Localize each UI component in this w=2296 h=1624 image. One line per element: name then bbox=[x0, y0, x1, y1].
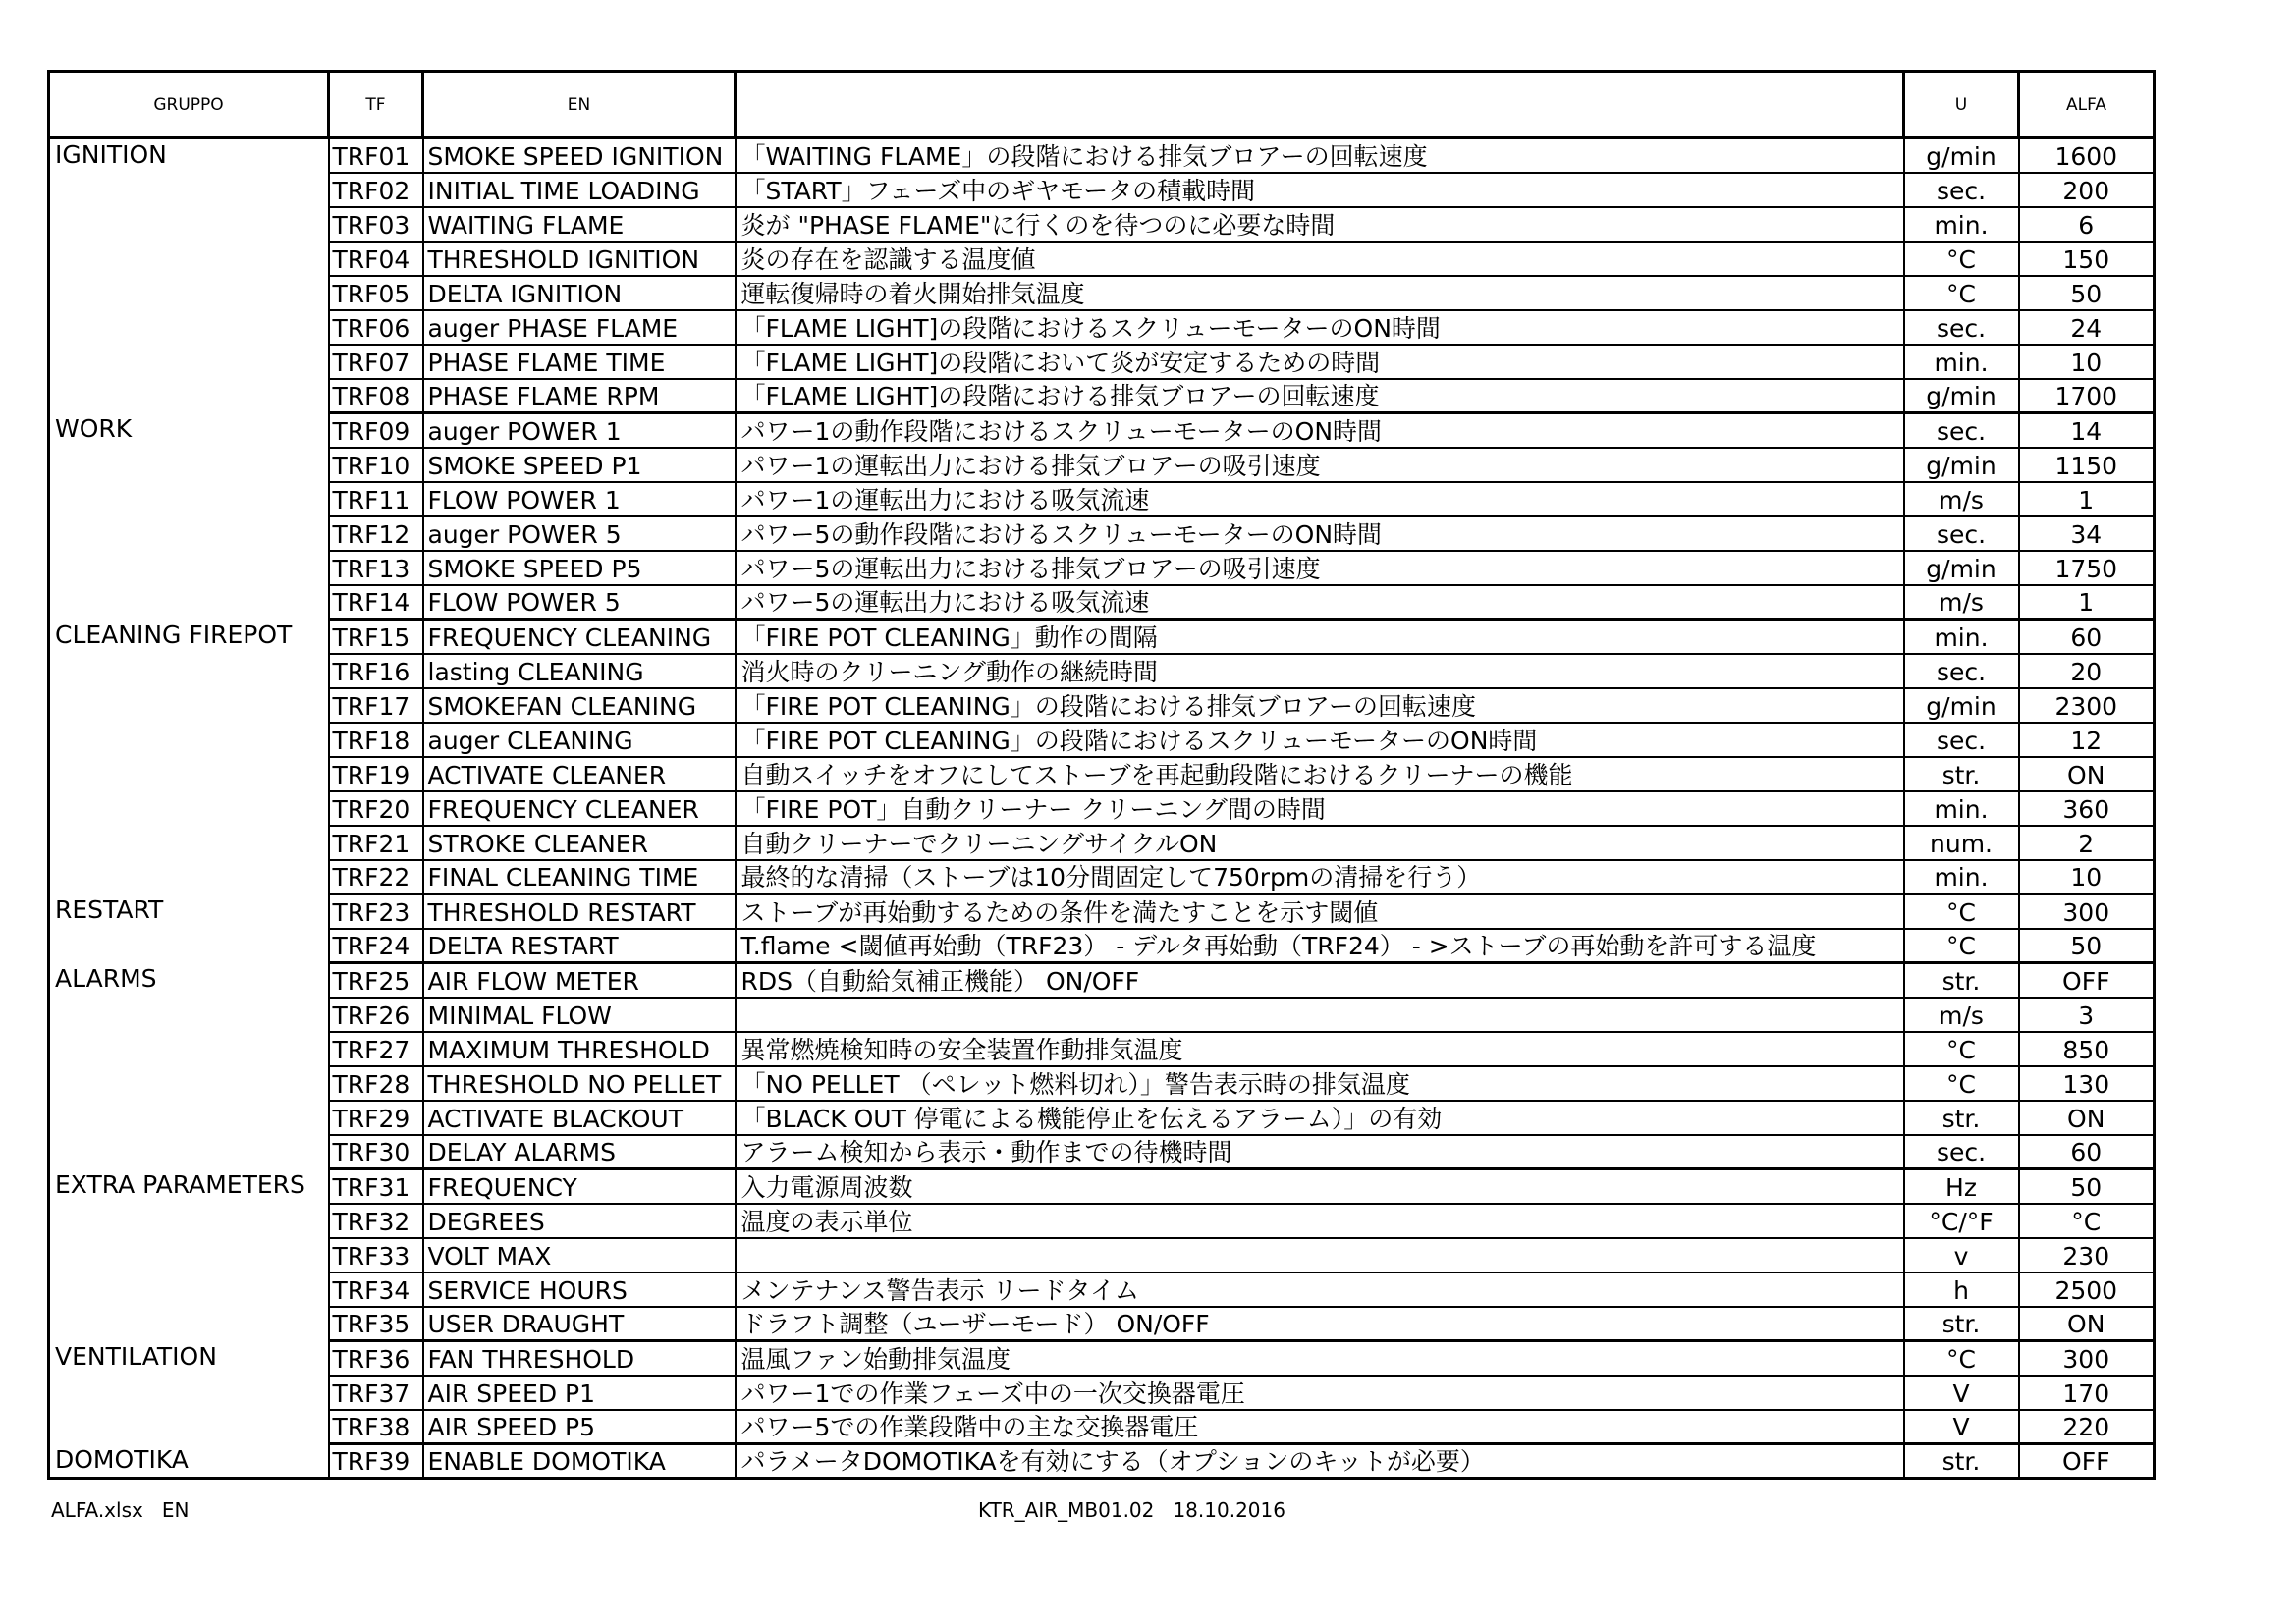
parameter-alfa-value: 1700 bbox=[2019, 379, 2155, 413]
parameter-code: TRF23 bbox=[329, 894, 423, 929]
parameter-table bbox=[47, 70, 2156, 1480]
table-row bbox=[49, 688, 2155, 723]
table-row bbox=[49, 585, 2155, 620]
parameter-code: TRF21 bbox=[329, 826, 423, 860]
table-row bbox=[49, 1272, 2155, 1307]
parameter-alfa-value: 2500 bbox=[2019, 1272, 2155, 1307]
parameter-name-en: FLOW POWER 1 bbox=[423, 482, 736, 516]
table-row bbox=[49, 242, 2155, 276]
table-row bbox=[49, 1135, 2155, 1169]
parameter-code: TRF03 bbox=[329, 207, 423, 242]
parameter-name-en: auger CLEANING bbox=[423, 723, 736, 757]
parameter-name-en: THRESHOLD RESTART bbox=[423, 894, 736, 929]
parameter-alfa-value: ON bbox=[2019, 1101, 2155, 1135]
parameter-alfa-value: 230 bbox=[2019, 1238, 2155, 1272]
parameter-code: TRF29 bbox=[329, 1101, 423, 1135]
table-row bbox=[49, 654, 2155, 688]
parameter-alfa-value: 50 bbox=[2019, 1169, 2155, 1204]
table-row bbox=[49, 1204, 2155, 1238]
parameter-unit: g/min bbox=[1904, 379, 2019, 413]
parameter-alfa-value: 50 bbox=[2019, 276, 2155, 310]
header-row bbox=[49, 72, 2155, 138]
parameter-unit: str. bbox=[1904, 963, 2019, 998]
parameter-code: TRF04 bbox=[329, 242, 423, 276]
parameter-alfa-value: 60 bbox=[2019, 620, 2155, 654]
parameter-code: TRF18 bbox=[329, 723, 423, 757]
parameter-unit: g/min bbox=[1904, 138, 2019, 173]
parameter-code: TRF13 bbox=[329, 551, 423, 585]
parameter-name-en: lasting CLEANING bbox=[423, 654, 736, 688]
parameter-alfa-value: 300 bbox=[2019, 894, 2155, 929]
parameter-unit: sec. bbox=[1904, 413, 2019, 448]
parameter-unit: sec. bbox=[1904, 723, 2019, 757]
group-label: CLEANING FIREPOT bbox=[49, 620, 329, 894]
parameter-name-en: auger POWER 5 bbox=[423, 516, 736, 551]
table-row bbox=[49, 379, 2155, 413]
parameter-alfa-value: 10 bbox=[2019, 345, 2155, 379]
parameter-code: TRF07 bbox=[329, 345, 423, 379]
parameter-alfa-value: 10 bbox=[2019, 860, 2155, 894]
parameter-unit: V bbox=[1904, 1376, 2019, 1410]
parameter-unit: °C bbox=[1904, 276, 2019, 310]
parameter-unit: sec. bbox=[1904, 310, 2019, 345]
parameter-code: TRF15 bbox=[329, 620, 423, 654]
parameter-name-en: THRESHOLD NO PELLET bbox=[423, 1066, 736, 1101]
parameter-name-en: PHASE FLAME TIME bbox=[423, 345, 736, 379]
parameter-unit: g/min bbox=[1904, 551, 2019, 585]
parameter-unit: m/s bbox=[1904, 998, 2019, 1032]
parameter-code: TRF02 bbox=[329, 173, 423, 207]
parameter-name-en: MAXIMUM THRESHOLD bbox=[423, 1032, 736, 1066]
parameter-description: 「FLAME LIGHT]の段階において炎が安定するための時間 bbox=[736, 345, 1904, 379]
parameter-code: TRF26 bbox=[329, 998, 423, 1032]
table-row bbox=[49, 276, 2155, 310]
parameter-name-en: AIR FLOW METER bbox=[423, 963, 736, 998]
parameter-code: TRF31 bbox=[329, 1169, 423, 1204]
parameter-name-en: SMOKEFAN CLEANING bbox=[423, 688, 736, 723]
parameter-description: ストーブが再始動するための条件を満たすことを示す閾値 bbox=[736, 894, 1904, 929]
parameter-name-en: FLOW POWER 5 bbox=[423, 585, 736, 620]
table-row bbox=[49, 1032, 2155, 1066]
group-label: EXTRA PARAMETERS bbox=[49, 1169, 329, 1341]
parameter-description: パワー1の運転出力における吸気流速 bbox=[736, 482, 1904, 516]
table-row bbox=[49, 1410, 2155, 1444]
parameter-name-en: AIR SPEED P1 bbox=[423, 1376, 736, 1410]
parameter-alfa-value: 3 bbox=[2019, 998, 2155, 1032]
parameter-code: TRF16 bbox=[329, 654, 423, 688]
parameter-description: 炎が "PHASE FLAME"に行くのを待つのに必要な時間 bbox=[736, 207, 1904, 242]
parameter-unit: °C bbox=[1904, 894, 2019, 929]
parameter-code: TRF08 bbox=[329, 379, 423, 413]
parameter-description bbox=[736, 1238, 1904, 1272]
parameter-description: パワー1の動作段階におけるスクリューモーターのON時間 bbox=[736, 413, 1904, 448]
table-row bbox=[49, 929, 2155, 963]
parameter-alfa-value: 220 bbox=[2019, 1410, 2155, 1444]
parameter-name-en: FREQUENCY bbox=[423, 1169, 736, 1204]
parameter-description: メンテナンス警告表示 リードタイム bbox=[736, 1272, 1904, 1307]
parameter-name-en: SMOKE SPEED IGNITION bbox=[423, 138, 736, 173]
table-row bbox=[49, 1169, 2155, 1204]
parameter-alfa-value: 1 bbox=[2019, 585, 2155, 620]
parameter-code: TRF22 bbox=[329, 860, 423, 894]
table-row bbox=[49, 310, 2155, 345]
parameter-name-en: SMOKE SPEED P5 bbox=[423, 551, 736, 585]
parameter-alfa-value: 60 bbox=[2019, 1135, 2155, 1169]
table-row bbox=[49, 1444, 2155, 1479]
table-row bbox=[49, 516, 2155, 551]
parameter-description: 「FIRE POT」自動クリーナー クリーニング間の時間 bbox=[736, 791, 1904, 826]
group-label: WORK bbox=[49, 413, 329, 620]
parameter-description: パワー1での作業フェーズ中の一次交換器電圧 bbox=[736, 1376, 1904, 1410]
parameter-description: ドラフト調整（ユーザーモード） ON/OFF bbox=[736, 1307, 1904, 1341]
table-row bbox=[49, 448, 2155, 482]
parameter-unit: sec. bbox=[1904, 516, 2019, 551]
parameter-description: RDS（自動給気補正機能） ON/OFF bbox=[736, 963, 1904, 998]
table-row bbox=[49, 207, 2155, 242]
table-row bbox=[49, 482, 2155, 516]
parameter-unit: °C/°F bbox=[1904, 1204, 2019, 1238]
table-row bbox=[49, 173, 2155, 207]
parameter-description: 「FLAME LIGHT]の段階における排気ブロアーの回転速度 bbox=[736, 379, 1904, 413]
table-row bbox=[49, 1376, 2155, 1410]
table-body bbox=[49, 138, 2155, 1479]
header-unit: U bbox=[1904, 72, 2019, 138]
parameter-code: TRF32 bbox=[329, 1204, 423, 1238]
parameter-name-en: FAN THRESHOLD bbox=[423, 1341, 736, 1376]
table-row bbox=[49, 791, 2155, 826]
table-row bbox=[49, 551, 2155, 585]
parameter-name-en: FINAL CLEANING TIME bbox=[423, 860, 736, 894]
parameter-unit: h bbox=[1904, 1272, 2019, 1307]
parameter-unit: °C bbox=[1904, 1341, 2019, 1376]
header-tf: TF bbox=[329, 72, 423, 138]
parameter-name-en: STROKE CLEANER bbox=[423, 826, 736, 860]
parameter-name-en: DEGREES bbox=[423, 1204, 736, 1238]
table-row bbox=[49, 138, 2155, 173]
parameter-description: 「START」フェーズ中のギヤモータの積載時間 bbox=[736, 173, 1904, 207]
parameter-description: 温度の表示単位 bbox=[736, 1204, 1904, 1238]
parameter-name-en: PHASE FLAME RPM bbox=[423, 379, 736, 413]
parameter-code: TRF25 bbox=[329, 963, 423, 998]
parameter-unit: g/min bbox=[1904, 448, 2019, 482]
parameter-description: 「NO PELLET （ペレット燃料切れ）」警告表示時の排気温度 bbox=[736, 1066, 1904, 1101]
parameter-name-en: INITIAL TIME LOADING bbox=[423, 173, 736, 207]
parameter-unit: sec. bbox=[1904, 654, 2019, 688]
parameter-name-en: FREQUENCY CLEANER bbox=[423, 791, 736, 826]
parameter-alfa-value: 200 bbox=[2019, 173, 2155, 207]
parameter-unit: Hz bbox=[1904, 1169, 2019, 1204]
group-label: IGNITION bbox=[49, 138, 329, 413]
parameter-name-en: DELTA RESTART bbox=[423, 929, 736, 963]
parameter-unit: str. bbox=[1904, 1101, 2019, 1135]
parameter-code: TRF37 bbox=[329, 1376, 423, 1410]
parameter-name-en: SERVICE HOURS bbox=[423, 1272, 736, 1307]
parameter-code: TRF11 bbox=[329, 482, 423, 516]
parameter-alfa-value: ON bbox=[2019, 1307, 2155, 1341]
group-label: VENTILATION bbox=[49, 1341, 329, 1444]
table-row bbox=[49, 413, 2155, 448]
parameter-description: アラーム検知から表示・動作までの待機時間 bbox=[736, 1135, 1904, 1169]
footer-filename: ALFA.xlsx EN bbox=[51, 1498, 190, 1522]
parameter-code: TRF10 bbox=[329, 448, 423, 482]
parameter-code: TRF17 bbox=[329, 688, 423, 723]
parameter-description: 「FIRE POT CLEANING」の段階におけるスクリューモーターのON時間 bbox=[736, 723, 1904, 757]
table-row bbox=[49, 998, 2155, 1032]
parameter-name-en: ACTIVATE BLACKOUT bbox=[423, 1101, 736, 1135]
parameter-name-en: WAITING FLAME bbox=[423, 207, 736, 242]
parameter-alfa-value: OFF bbox=[2019, 963, 2155, 998]
table-row bbox=[49, 1101, 2155, 1135]
parameter-description: T.flame <閾値再始動（TRF23） - デルタ再始動（TRF24） - >ストーブの再始動を許可する温度 bbox=[736, 929, 1904, 963]
parameter-alfa-value: 1150 bbox=[2019, 448, 2155, 482]
table-row bbox=[49, 894, 2155, 929]
parameter-name-en: FREQUENCY CLEANING bbox=[423, 620, 736, 654]
parameter-unit: sec. bbox=[1904, 173, 2019, 207]
parameter-name-en: ACTIVATE CLEANER bbox=[423, 757, 736, 791]
parameter-description: パワー5の運転出力における排気ブロアーの吸引速度 bbox=[736, 551, 1904, 585]
parameter-alfa-value: 1750 bbox=[2019, 551, 2155, 585]
parameter-description: パワー5の動作段階におけるスクリューモーターのON時間 bbox=[736, 516, 1904, 551]
parameter-code: TRF05 bbox=[329, 276, 423, 310]
parameter-unit: min. bbox=[1904, 620, 2019, 654]
parameter-unit: °C bbox=[1904, 242, 2019, 276]
header-description bbox=[736, 72, 1904, 138]
parameter-description: 「BLACK OUT 停電による機能停止を伝えるアラーム）」の有効 bbox=[736, 1101, 1904, 1135]
parameter-unit: g/min bbox=[1904, 688, 2019, 723]
parameter-unit: °C bbox=[1904, 1066, 2019, 1101]
parameter-alfa-value: ON bbox=[2019, 757, 2155, 791]
parameter-unit: str. bbox=[1904, 1307, 2019, 1341]
parameter-unit: str. bbox=[1904, 1444, 2019, 1479]
parameter-description: 炎の存在を認識する温度値 bbox=[736, 242, 1904, 276]
parameter-unit: min. bbox=[1904, 791, 2019, 826]
parameter-unit: v bbox=[1904, 1238, 2019, 1272]
parameter-alfa-value: 850 bbox=[2019, 1032, 2155, 1066]
parameter-code: TRF30 bbox=[329, 1135, 423, 1169]
parameter-alfa-value: 12 bbox=[2019, 723, 2155, 757]
parameter-code: TRF14 bbox=[329, 585, 423, 620]
parameter-alfa-value: 130 bbox=[2019, 1066, 2155, 1101]
parameter-description: パワー5での作業段階中の主な交換器電圧 bbox=[736, 1410, 1904, 1444]
table-row bbox=[49, 757, 2155, 791]
parameter-unit: sec. bbox=[1904, 1135, 2019, 1169]
parameter-code: TRF24 bbox=[329, 929, 423, 963]
parameter-code: TRF34 bbox=[329, 1272, 423, 1307]
parameter-alfa-value: 1 bbox=[2019, 482, 2155, 516]
parameter-description: 「FLAME LIGHT]の段階におけるスクリューモーターのON時間 bbox=[736, 310, 1904, 345]
footer-document-code: KTR_AIR_MB01.02 18.10.2016 bbox=[978, 1498, 1285, 1522]
parameter-description: 自動スイッチをオフにしてストーブを再起動段階におけるクリーナーの機能 bbox=[736, 757, 1904, 791]
parameter-code: TRF36 bbox=[329, 1341, 423, 1376]
parameter-name-en: SMOKE SPEED P1 bbox=[423, 448, 736, 482]
parameter-name-en: THRESHOLD IGNITION bbox=[423, 242, 736, 276]
header-en: EN bbox=[423, 72, 736, 138]
parameter-code: TRF27 bbox=[329, 1032, 423, 1066]
parameter-unit: °C bbox=[1904, 1032, 2019, 1066]
parameter-name-en: ENABLE DOMOTIKA bbox=[423, 1444, 736, 1479]
parameter-alfa-value: 14 bbox=[2019, 413, 2155, 448]
group-label: ALARMS bbox=[49, 963, 329, 1169]
parameter-alfa-value: 1600 bbox=[2019, 138, 2155, 173]
table-row bbox=[49, 860, 2155, 894]
table-row bbox=[49, 1066, 2155, 1101]
parameter-alfa-value: 50 bbox=[2019, 929, 2155, 963]
table-row bbox=[49, 345, 2155, 379]
parameter-alfa-value: 6 bbox=[2019, 207, 2155, 242]
table-row bbox=[49, 723, 2155, 757]
parameter-description: 運転復帰時の着火開始排気温度 bbox=[736, 276, 1904, 310]
header-group: GRUPPO bbox=[49, 72, 329, 138]
parameter-unit: m/s bbox=[1904, 482, 2019, 516]
parameter-alfa-value: 360 bbox=[2019, 791, 2155, 826]
table-row bbox=[49, 963, 2155, 998]
parameter-name-en: auger POWER 1 bbox=[423, 413, 736, 448]
parameter-code: TRF39 bbox=[329, 1444, 423, 1479]
parameter-unit: min. bbox=[1904, 207, 2019, 242]
parameter-name-en: DELTA IGNITION bbox=[423, 276, 736, 310]
parameter-name-en: DELAY ALARMS bbox=[423, 1135, 736, 1169]
table-row bbox=[49, 1341, 2155, 1376]
parameter-code: TRF38 bbox=[329, 1410, 423, 1444]
parameter-alfa-value: 2 bbox=[2019, 826, 2155, 860]
parameter-description: パラメータDOMOTIKAを有効にする（オプションのキットが必要） bbox=[736, 1444, 1904, 1479]
parameter-unit: V bbox=[1904, 1410, 2019, 1444]
parameter-description: 消火時のクリーニング動作の継続時間 bbox=[736, 654, 1904, 688]
parameter-code: TRF09 bbox=[329, 413, 423, 448]
parameter-description: 最終的な清掃（ストーブは10分間固定して750rpmの清掃を行う） bbox=[736, 860, 1904, 894]
parameter-description: 異常燃焼検知時の安全装置作動排気温度 bbox=[736, 1032, 1904, 1066]
parameter-name-en: USER DRAUGHT bbox=[423, 1307, 736, 1341]
header-alfa: ALFA bbox=[2019, 72, 2155, 138]
parameter-unit: str. bbox=[1904, 757, 2019, 791]
parameter-unit: min. bbox=[1904, 860, 2019, 894]
parameter-description: パワー5の運転出力における吸気流速 bbox=[736, 585, 1904, 620]
parameter-description: 入力電源周波数 bbox=[736, 1169, 1904, 1204]
parameter-description: 自動クリーナーでクリーニングサイクルON bbox=[736, 826, 1904, 860]
parameter-code: TRF33 bbox=[329, 1238, 423, 1272]
parameter-name-en: MINIMAL FLOW bbox=[423, 998, 736, 1032]
parameter-alfa-value: 2300 bbox=[2019, 688, 2155, 723]
table-row bbox=[49, 1238, 2155, 1272]
parameter-code: TRF06 bbox=[329, 310, 423, 345]
parameter-alfa-value: °C bbox=[2019, 1204, 2155, 1238]
parameter-code: TRF28 bbox=[329, 1066, 423, 1101]
group-label: DOMOTIKA bbox=[49, 1444, 329, 1479]
parameter-alfa-value: 170 bbox=[2019, 1376, 2155, 1410]
parameter-alfa-value: 300 bbox=[2019, 1341, 2155, 1376]
parameter-description: 「FIRE POT CLEANING」の段階における排気ブロアーの回転速度 bbox=[736, 688, 1904, 723]
parameter-description bbox=[736, 998, 1904, 1032]
parameter-description: 「FIRE POT CLEANING」動作の間隔 bbox=[736, 620, 1904, 654]
parameter-name-en: AIR SPEED P5 bbox=[423, 1410, 736, 1444]
parameter-alfa-value: 150 bbox=[2019, 242, 2155, 276]
table-row bbox=[49, 1307, 2155, 1341]
parameter-alfa-value: 24 bbox=[2019, 310, 2155, 345]
parameter-alfa-value: 20 bbox=[2019, 654, 2155, 688]
parameter-alfa-value: 34 bbox=[2019, 516, 2155, 551]
group-label: RESTART bbox=[49, 894, 329, 963]
parameter-name-en: VOLT MAX bbox=[423, 1238, 736, 1272]
parameter-code: TRF35 bbox=[329, 1307, 423, 1341]
parameter-name-en: auger PHASE FLAME bbox=[423, 310, 736, 345]
parameter-unit: num. bbox=[1904, 826, 2019, 860]
parameter-alfa-value: OFF bbox=[2019, 1444, 2155, 1479]
parameter-code: TRF12 bbox=[329, 516, 423, 551]
parameter-description: 「WAITING FLAME」の段階における排気ブロアーの回転速度 bbox=[736, 138, 1904, 173]
table-row bbox=[49, 620, 2155, 654]
parameter-code: TRF19 bbox=[329, 757, 423, 791]
parameter-unit: m/s bbox=[1904, 585, 2019, 620]
parameter-unit: min. bbox=[1904, 345, 2019, 379]
parameter-code: TRF20 bbox=[329, 791, 423, 826]
parameter-description: 温風ファン始動排気温度 bbox=[736, 1341, 1904, 1376]
parameter-unit: °C bbox=[1904, 929, 2019, 963]
parameter-code: TRF01 bbox=[329, 138, 423, 173]
parameter-description: パワー1の運転出力における排気ブロアーの吸引速度 bbox=[736, 448, 1904, 482]
table-row bbox=[49, 826, 2155, 860]
